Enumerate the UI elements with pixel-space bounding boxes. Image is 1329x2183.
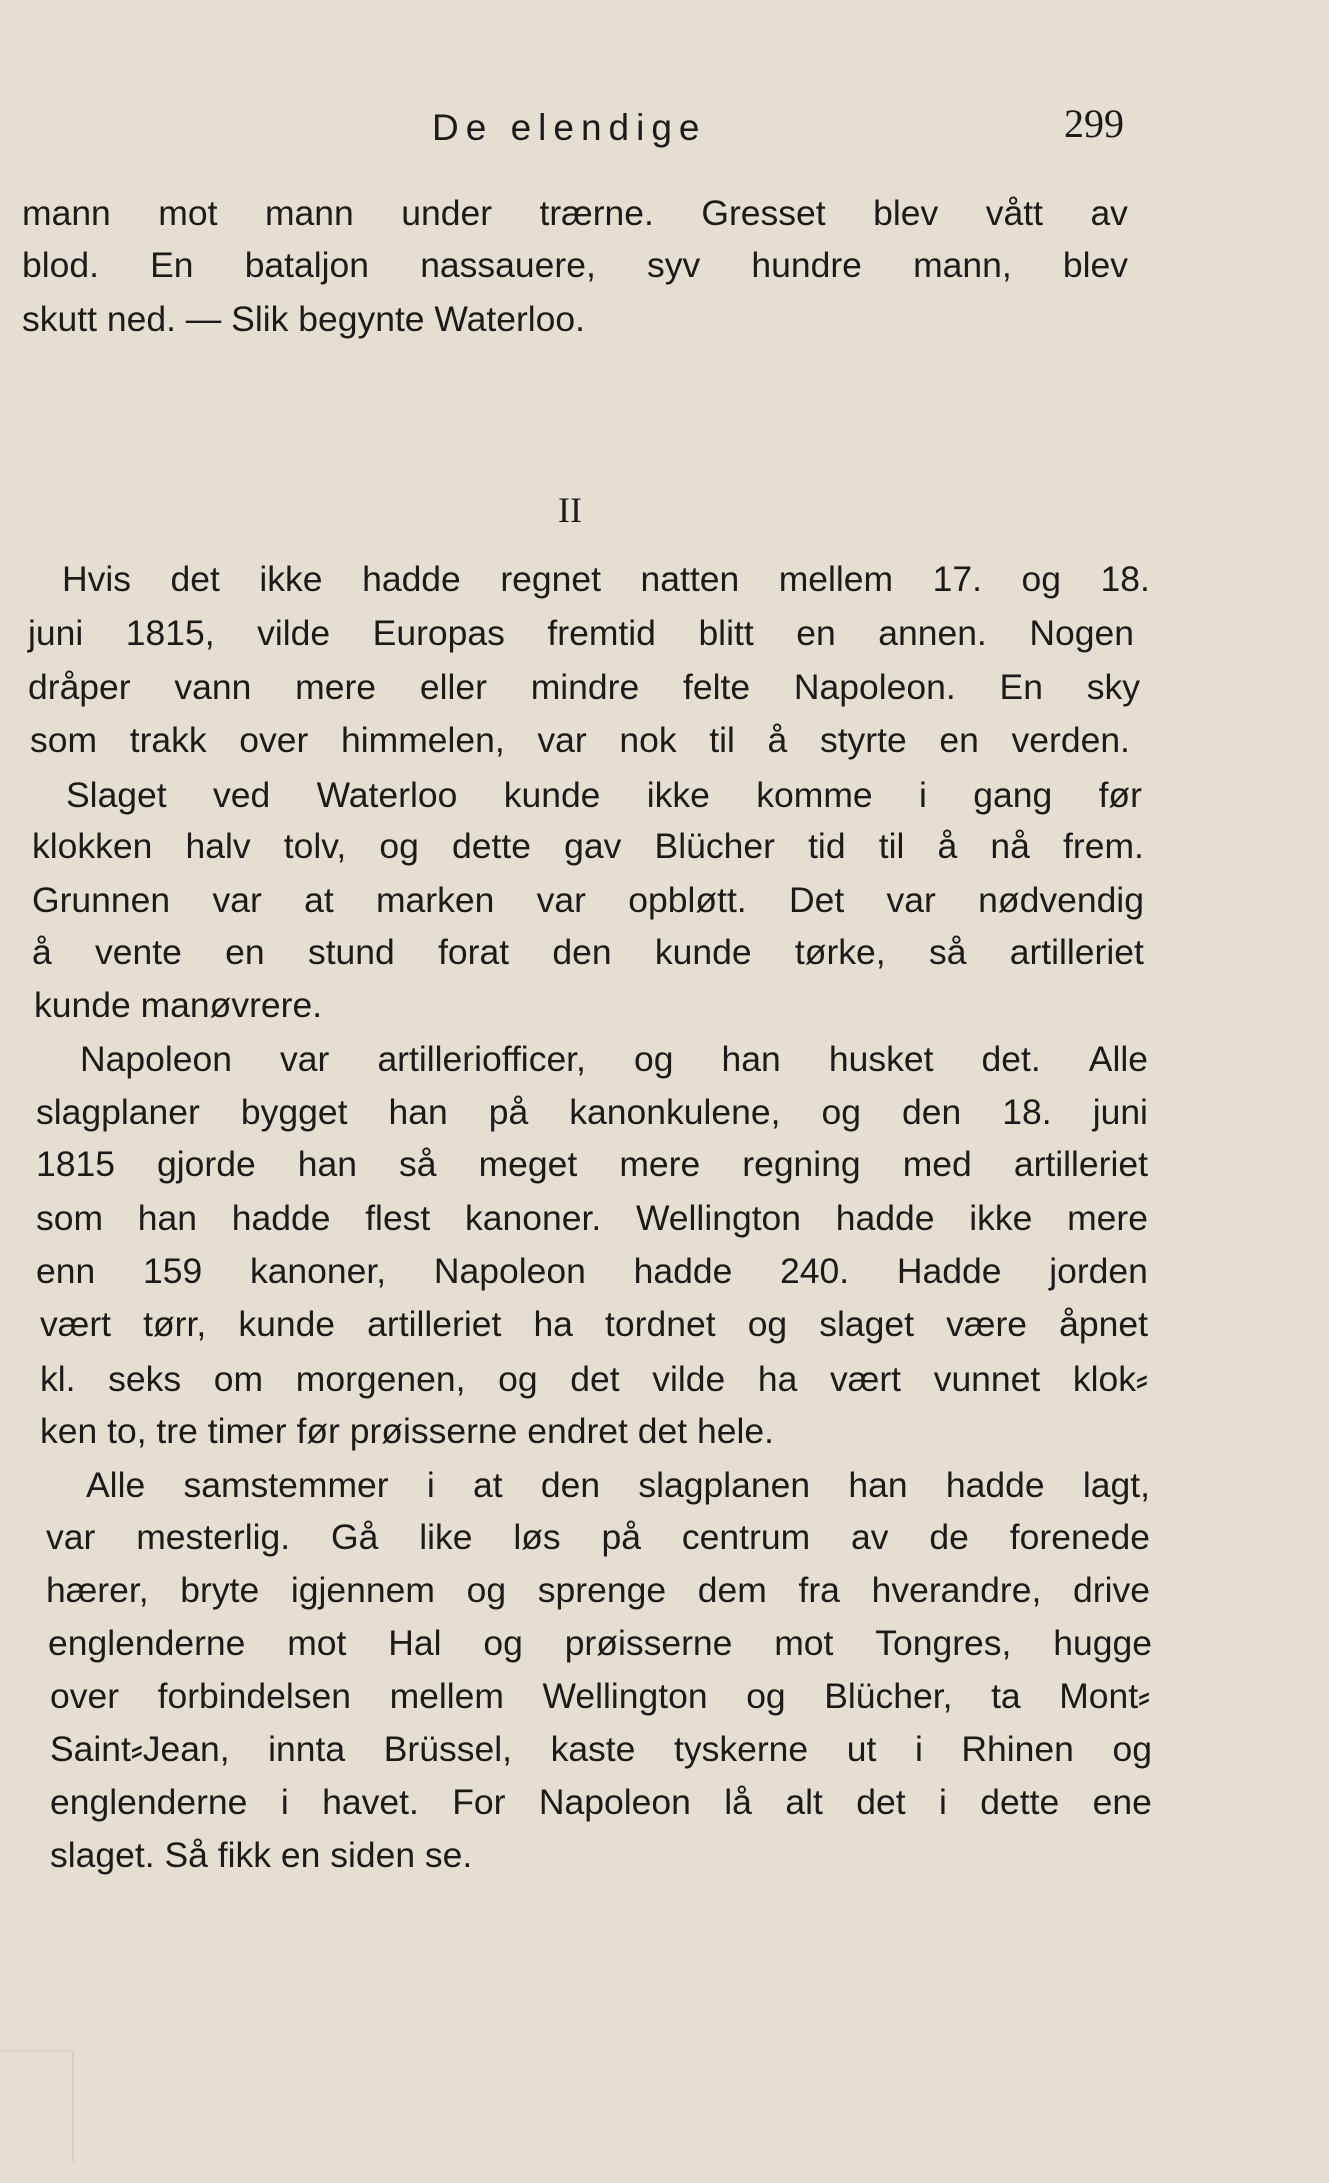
word: englenderne <box>48 1623 246 1663</box>
word: den <box>540 1465 601 1505</box>
word: han <box>388 1092 448 1132</box>
word: på <box>488 1092 529 1132</box>
word: i <box>919 775 927 815</box>
word: ha <box>533 1304 573 1344</box>
word: over <box>239 720 309 760</box>
word: løs <box>513 1517 561 1557</box>
word: vente <box>95 932 182 972</box>
text-line <box>40 1356 1148 1402</box>
word: regning <box>742 1144 861 1184</box>
word: Tongres, <box>875 1623 1012 1663</box>
word: innta <box>268 1729 346 1769</box>
text-line <box>46 1514 1150 1560</box>
word: lå <box>724 1782 752 1822</box>
word: Nogen <box>1029 613 1134 653</box>
word: alt <box>785 1782 823 1822</box>
text-line <box>36 1141 1148 1187</box>
word: kanoner. <box>465 1198 602 1238</box>
text-line: skutt ned. — Slik begynte Waterloo. <box>22 299 586 339</box>
word: kl. <box>40 1359 76 1399</box>
word: halv <box>185 826 251 866</box>
word: tørke, <box>794 932 886 972</box>
word: drive <box>1073 1570 1150 1610</box>
word: dette <box>980 1782 1060 1822</box>
word: 1815, <box>125 613 215 653</box>
word: av <box>851 1517 889 1557</box>
word: mot <box>287 1623 347 1663</box>
word: ene <box>1092 1782 1152 1822</box>
word: kanoner, <box>249 1251 387 1291</box>
word: mann, <box>913 245 1012 285</box>
word: vært <box>830 1359 902 1399</box>
word: det <box>570 1359 620 1399</box>
text-line <box>86 1462 1150 1508</box>
word: som <box>30 720 98 760</box>
text-line <box>28 610 1134 656</box>
word: kanonkulene, <box>569 1092 781 1132</box>
word: åpnet <box>1059 1304 1148 1344</box>
word: Saint⸗Jean, <box>50 1729 230 1769</box>
word: ta <box>991 1676 1021 1716</box>
word: enn <box>36 1251 96 1291</box>
word: tyskerne <box>674 1729 809 1769</box>
word: han <box>137 1198 198 1238</box>
word: å <box>32 932 52 972</box>
word: centrum <box>681 1517 811 1557</box>
text-line <box>46 1567 1150 1613</box>
word: vann <box>174 667 252 707</box>
word: Det <box>788 880 845 920</box>
word: himmelen, <box>341 720 505 760</box>
word: nassauere, <box>420 245 596 285</box>
word: annen. <box>878 613 987 653</box>
word: og <box>379 826 419 866</box>
word: sprenge <box>537 1570 667 1610</box>
word: opbløtt. <box>628 880 747 920</box>
word: verden. <box>1011 720 1130 760</box>
word: juni <box>28 613 84 653</box>
word: Hvis <box>62 559 132 599</box>
word: en <box>939 720 979 760</box>
word: En <box>999 667 1043 707</box>
word: blev <box>873 193 939 233</box>
word: stund <box>307 932 395 972</box>
word: om <box>213 1359 264 1399</box>
word: blitt <box>698 613 754 653</box>
word: en <box>225 932 265 972</box>
word: slagplaner <box>36 1092 200 1132</box>
word: Brüssel, <box>383 1729 512 1769</box>
word: gjorde <box>157 1144 256 1184</box>
word: artilleriet <box>367 1304 502 1344</box>
word: han <box>721 1039 781 1079</box>
word: Waterloo <box>316 775 458 815</box>
word: Mont⸗ <box>1059 1676 1150 1716</box>
word: å <box>937 826 958 866</box>
word: artilleriet <box>1013 1144 1148 1184</box>
word: gang <box>973 775 1053 815</box>
section-heading: II <box>558 490 582 530</box>
word: Grunnen <box>32 880 171 920</box>
word: nødvendig <box>978 880 1144 920</box>
text-line <box>36 1195 1148 1241</box>
word: flest <box>365 1198 431 1238</box>
word: så <box>928 932 967 972</box>
word: Hadde <box>896 1251 1002 1291</box>
word: hadde <box>231 1198 331 1238</box>
word: var <box>537 720 587 760</box>
page-number: 299 <box>1064 101 1124 146</box>
word: å <box>767 720 788 760</box>
word: 18. <box>1100 559 1150 599</box>
word: Hal <box>388 1623 442 1663</box>
word: var <box>536 880 586 920</box>
text-line <box>50 1726 1152 1772</box>
word: Napoleon. <box>793 667 956 707</box>
word: trakk <box>129 720 207 760</box>
word: eller <box>419 667 487 707</box>
word: seks <box>108 1359 182 1399</box>
word: Napoleon <box>80 1039 232 1079</box>
word: mere <box>295 667 377 707</box>
word: i <box>939 1782 947 1822</box>
word: felte <box>683 667 751 707</box>
word: havet. <box>322 1782 419 1822</box>
text-line <box>22 190 1128 236</box>
word: av <box>1090 193 1128 233</box>
word: gav <box>564 826 622 866</box>
word: i <box>426 1465 435 1505</box>
word: komme <box>756 775 873 815</box>
word: 17. <box>932 559 982 599</box>
word: bataljon <box>244 245 370 285</box>
word: natten <box>640 559 740 599</box>
word: hugge <box>1053 1623 1152 1663</box>
word: meget <box>478 1144 578 1184</box>
word: og <box>821 1092 861 1132</box>
word: juni <box>1092 1092 1148 1132</box>
word: ha <box>757 1359 798 1399</box>
word: fra <box>798 1570 840 1610</box>
word: var <box>212 880 262 920</box>
word: morgenen, <box>295 1359 466 1399</box>
word: ikke <box>969 1198 1033 1238</box>
word: Blücher, <box>824 1676 953 1716</box>
word: fremtid <box>547 613 656 653</box>
word: 1815 <box>36 1144 115 1184</box>
word: mellem <box>389 1676 504 1716</box>
word: Blücher <box>654 826 775 866</box>
word: englenderne <box>50 1782 248 1822</box>
word: sky <box>1086 667 1140 707</box>
text-line <box>36 1248 1148 1294</box>
word: hundre <box>751 245 862 285</box>
page-edge-mark <box>0 2050 74 2162</box>
word: og <box>498 1359 538 1399</box>
word: var <box>46 1517 96 1557</box>
text-line <box>28 664 1140 710</box>
word: vilde <box>257 613 331 653</box>
running-title: De elendige <box>432 107 707 148</box>
word: en <box>796 613 836 653</box>
word: kunde <box>238 1304 336 1344</box>
word: Alle <box>1088 1039 1148 1079</box>
word: vilde <box>652 1359 726 1399</box>
word: som <box>36 1198 104 1238</box>
text-line: slaget. Så fikk en siden se. <box>50 1835 473 1875</box>
text-line <box>32 929 1144 975</box>
word: vunnet <box>933 1359 1041 1399</box>
text-line: ken to, tre timer før prøisserne endret det hele. <box>40 1411 774 1451</box>
word: syv <box>646 245 701 285</box>
word: var <box>280 1039 330 1079</box>
text-line <box>80 1036 1148 1082</box>
word: frem. <box>1063 826 1144 866</box>
word: prøisserne <box>564 1623 733 1663</box>
word: samstemmer <box>183 1465 389 1505</box>
text-line <box>62 556 1150 602</box>
word: så <box>399 1144 437 1184</box>
word: 159 <box>142 1251 203 1291</box>
word: i <box>280 1782 289 1822</box>
text-line <box>32 823 1144 869</box>
word: blod. <box>22 245 99 285</box>
word: bygget <box>240 1092 348 1132</box>
word: og <box>1021 559 1062 599</box>
word: hverandre, <box>871 1570 1042 1610</box>
word: mesterlig. <box>136 1517 291 1557</box>
word: jorden <box>1049 1251 1148 1291</box>
word: Gå <box>330 1517 379 1557</box>
word: ikke <box>259 559 323 599</box>
word: artilleriofficer, <box>377 1039 586 1079</box>
word: blev <box>1062 245 1128 285</box>
word: med <box>902 1144 972 1184</box>
word: bryte <box>180 1570 260 1610</box>
word: En <box>150 245 194 285</box>
word: den <box>902 1092 962 1132</box>
word: lagt, <box>1082 1465 1150 1505</box>
word: ved <box>213 775 271 815</box>
word: hadde <box>633 1251 733 1291</box>
text-line <box>32 877 1144 923</box>
word: at <box>473 1465 503 1505</box>
word: marken <box>375 880 495 920</box>
text-line <box>22 242 1128 288</box>
word: Napoleon <box>433 1251 586 1291</box>
word: hærer, <box>46 1570 149 1610</box>
word: Wellington <box>635 1198 802 1238</box>
word: Wellington <box>542 1676 708 1716</box>
word: Gresset <box>701 193 826 233</box>
word: i <box>914 1729 923 1769</box>
word: forenede <box>1009 1517 1150 1557</box>
word: trærne. <box>539 193 654 233</box>
text-line <box>30 717 1130 763</box>
word: mot <box>158 193 218 233</box>
word: det <box>170 559 220 599</box>
word: og <box>746 1676 786 1716</box>
word: dem <box>697 1570 767 1610</box>
word: hadde <box>835 1198 935 1238</box>
word: igjennem <box>290 1570 435 1610</box>
word: husket <box>828 1039 934 1079</box>
word: til <box>878 826 905 866</box>
word: Napoleon <box>538 1782 691 1822</box>
word: nok <box>619 720 677 760</box>
word: Slaget <box>66 775 167 815</box>
text-line <box>48 1620 1152 1666</box>
word: slagplanen <box>638 1465 811 1505</box>
text-line <box>50 1673 1150 1719</box>
word: kunde <box>654 932 752 972</box>
word: og <box>747 1304 788 1344</box>
word: den <box>552 932 612 972</box>
word: at <box>304 880 334 920</box>
word: mere <box>1067 1198 1148 1238</box>
word: og <box>633 1039 674 1079</box>
word: han <box>848 1465 908 1505</box>
word: tid <box>808 826 846 866</box>
word: slaget <box>819 1304 915 1344</box>
word: kunde <box>503 775 601 815</box>
word: vått <box>985 193 1043 233</box>
word: kaste <box>550 1729 636 1769</box>
word: Rhinen <box>961 1729 1074 1769</box>
text-line <box>36 1089 1148 1135</box>
word: og <box>483 1623 523 1663</box>
word: nå <box>990 826 1030 866</box>
word: dråper <box>28 667 131 707</box>
word: styrte <box>819 720 907 760</box>
word: For <box>452 1782 506 1822</box>
word: tordnet <box>605 1304 716 1344</box>
word: det. <box>981 1039 1041 1079</box>
word: mellem <box>778 559 894 599</box>
word: hadde <box>945 1465 1045 1505</box>
word: regnet <box>500 559 601 599</box>
word: ikke <box>646 775 710 815</box>
word: over <box>50 1676 120 1716</box>
word: 240. <box>780 1251 850 1291</box>
word: på <box>601 1517 642 1557</box>
text-line <box>40 1301 1148 1347</box>
word: vært <box>40 1304 111 1344</box>
word: dette <box>452 826 532 866</box>
word: han <box>297 1144 357 1184</box>
word: var <box>886 880 936 920</box>
word: til <box>709 720 735 760</box>
word: 18. <box>1002 1092 1052 1132</box>
word: forat <box>438 932 510 972</box>
word: ut <box>846 1729 877 1769</box>
word: tolv, <box>283 826 347 866</box>
word: og <box>466 1570 507 1610</box>
text-line: kunde manøvrere. <box>34 985 323 1025</box>
word: artilleriet <box>1009 932 1144 972</box>
word: før <box>1098 775 1142 815</box>
word: mann <box>22 193 111 233</box>
word: de <box>929 1517 969 1557</box>
word: tørr, <box>143 1304 207 1344</box>
word: Alle <box>86 1465 146 1505</box>
word: klokken <box>32 826 153 866</box>
word: mot <box>774 1623 834 1663</box>
word: like <box>419 1517 473 1557</box>
word: Europas <box>372 613 505 653</box>
word: mann <box>264 193 354 233</box>
word: under <box>401 193 493 233</box>
word: forbindelsen <box>157 1676 352 1716</box>
word: klok⸗ <box>1072 1359 1148 1399</box>
word: og <box>1112 1729 1152 1769</box>
word: mindre <box>530 667 640 707</box>
word: være <box>946 1304 1028 1344</box>
word: mere <box>619 1144 701 1184</box>
text-line <box>50 1779 1152 1825</box>
text-line <box>66 772 1142 818</box>
word: hadde <box>362 559 461 599</box>
word: det <box>856 1782 906 1822</box>
